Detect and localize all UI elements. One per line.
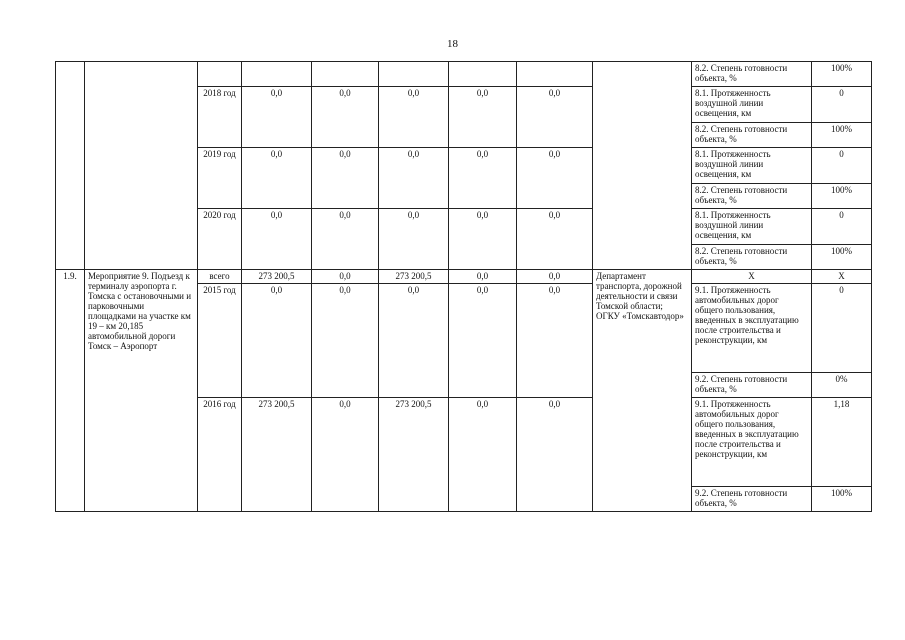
indicator-value: 100% (812, 62, 872, 87)
value-cell: 273 200,5 (379, 398, 449, 512)
indicator-value: X (812, 270, 872, 284)
indicator-text: 9.1. Протяженность автомобильных дорог общего пользования, введенных в эксплуатацию после строительства и реконструкции, км (692, 398, 812, 487)
value-cell: 0,0 (379, 87, 449, 148)
indicator-value: 100% (812, 123, 872, 148)
value-cell: 0,0 (449, 270, 517, 284)
value-cell: 0,0 (312, 270, 379, 284)
indicator-value: 0 (812, 209, 872, 245)
value-cell: 273 200,5 (242, 398, 312, 512)
indicator-text: 8.2. Степень готовности объекта, % (692, 62, 812, 87)
indicator-value: 0 (812, 87, 872, 123)
indicator-text: 9.2. Степень готовности объекта, % (692, 373, 812, 398)
year-cell: 2018 год (198, 87, 242, 148)
indicator-text: 8.2. Степень готовности объекта, % (692, 123, 812, 148)
value-cell: 0,0 (312, 284, 379, 398)
indicator-text: 8.2. Степень готовности объекта, % (692, 184, 812, 209)
indicator-value: 100% (812, 184, 872, 209)
value-cell: 0,0 (242, 284, 312, 398)
indicator-value: 100% (812, 487, 872, 512)
indicator-text: 8.2. Степень готовности объекта, % (692, 245, 812, 270)
number-cell (56, 62, 85, 270)
value-cell: 273 200,5 (379, 270, 449, 284)
value-cell: 273 200,5 (242, 270, 312, 284)
value-cell: 0,0 (379, 284, 449, 398)
table-row (56, 62, 872, 87)
year-cell (198, 62, 242, 87)
value-cell (379, 62, 449, 87)
value-cell: 0,0 (242, 87, 312, 148)
value-cell: 0,0 (312, 209, 379, 270)
indicator-text: 8.1. Протяженность воздушной линии освещения, км (692, 87, 812, 123)
value-cell: 0,0 (379, 209, 449, 270)
measure-name: Мероприятие 9. Подъезд к терминалу аэропорта г. Томска с остановочными и парковочными площадками на участке км 19 – км 20,185 автомобильной дороги Томск – Аэропорт (85, 270, 198, 512)
page-number: 18 (447, 38, 458, 50)
value-cell: 0,0 (242, 148, 312, 209)
value-cell: 0,0 (517, 398, 593, 512)
name-cell (85, 62, 198, 270)
indicator-value: 0 (812, 148, 872, 184)
measure-executor: Департамент транспорта, дорожной деятельности и связи Томской области; ОГКУ «Томскавтодор» (593, 270, 692, 512)
value-cell: 0,0 (449, 284, 517, 398)
value-cell: 0,0 (312, 148, 379, 209)
value-cell: 0,0 (312, 87, 379, 148)
indicator-text: 8.1. Протяженность воздушной линии освещения, км (692, 148, 812, 184)
value-cell: 0,0 (449, 87, 517, 148)
value-cell: 0,0 (517, 209, 593, 270)
indicator-text: 9.1. Протяженность автомобильных дорог общего пользования, введенных в эксплуатацию после строительства и реконструкции, км (692, 284, 812, 373)
year-cell: 2020 год (198, 209, 242, 270)
value-cell: 0,0 (449, 398, 517, 512)
value-cell: 0,0 (449, 209, 517, 270)
table-row (56, 270, 872, 284)
value-cell (449, 62, 517, 87)
indicator-text: 9.2. Степень готовности объекта, % (692, 487, 812, 512)
indicator-text: X (692, 270, 812, 284)
value-cell: 0,0 (517, 87, 593, 148)
value-cell: 0,0 (379, 148, 449, 209)
value-cell: 0,0 (312, 398, 379, 512)
value-cell: 0,0 (517, 270, 593, 284)
value-cell (312, 62, 379, 87)
year-cell: всего (198, 270, 242, 284)
value-cell: 0,0 (517, 284, 593, 398)
year-cell: 2019 год (198, 148, 242, 209)
value-cell (242, 62, 312, 87)
executor-cell (593, 62, 692, 270)
year-cell: 2016 год (198, 398, 242, 512)
indicator-value: 100% (812, 245, 872, 270)
value-cell (517, 62, 593, 87)
value-cell: 0,0 (449, 148, 517, 209)
value-cell: 0,0 (242, 209, 312, 270)
indicator-text: 8.1. Протяженность воздушной линии освещения, км (692, 209, 812, 245)
indicator-value: 1,18 (812, 398, 872, 487)
measure-number: 1.9. (56, 270, 85, 512)
indicator-value: 0 (812, 284, 872, 373)
value-cell: 0,0 (517, 148, 593, 209)
program-table (55, 61, 872, 512)
year-cell: 2015 год (198, 284, 242, 398)
indicator-value: 0% (812, 373, 872, 398)
